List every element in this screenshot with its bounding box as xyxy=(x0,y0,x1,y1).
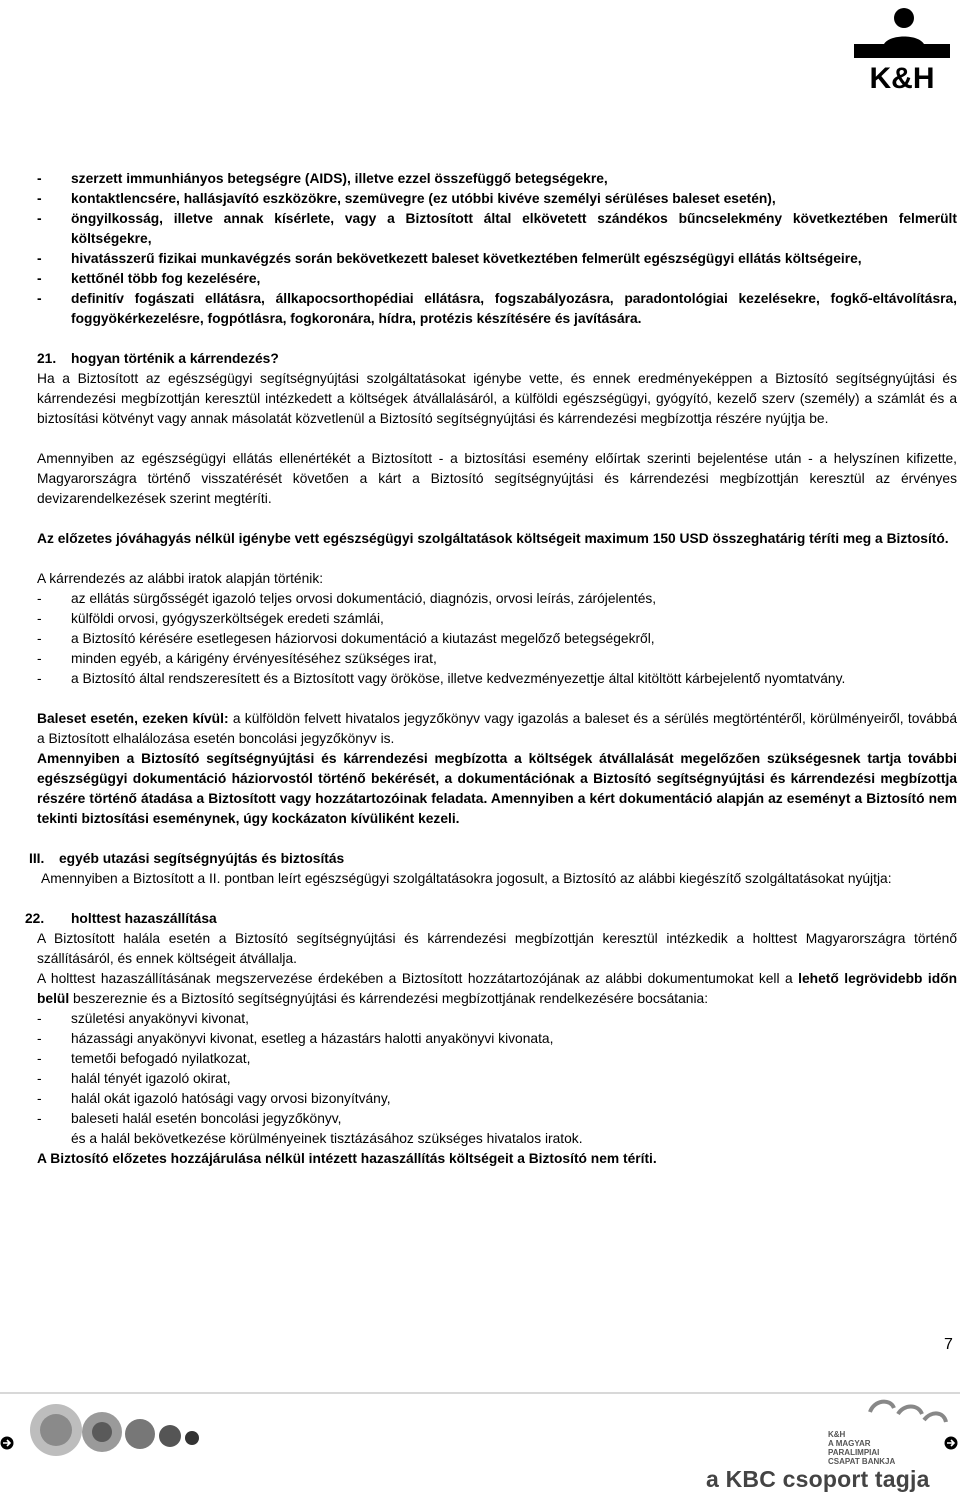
list-item: - halál tényét igazoló okirat, xyxy=(37,1071,231,1086)
section-21-heading: 21. hogyan történik a kárrendezés? xyxy=(37,351,279,366)
list-tail: és a halál bekövetkezése körülményeinek tisztázásához szükséges hivatalos iratok. xyxy=(71,1131,583,1146)
list-item: - kettőnél több fog kezelésére, xyxy=(37,271,261,286)
list-item: - öngyilkosság, illetve annak kísérlete, vagy a Biztosított által elkövetett szándékos bűncselekmény következtében felmerült költségekre, xyxy=(37,211,957,246)
list-item: - minden egyéb, a kárigény érvényesítéséhez szükséges irat, xyxy=(37,651,437,666)
list-item: - hivatásszerű fizikai munkavégzés során bekövetkezett baleset következtében felmerült egészségügyi ellátás költségeire, xyxy=(37,251,862,266)
decorative-circles-icon xyxy=(28,1402,208,1458)
section-22-paragraph: A holttest hazaszállításának megszervezése érdekében a Biztosított hozzátartozójának az alábbi dokumentumokat kell a lehető legrövidebb időn belül beszereznie és a Biztosító segítségnyújtási és kárrendezési megbízottjának rendelkezésére bocsátania: xyxy=(37,971,958,1006)
claim-docs-list xyxy=(37,589,957,689)
section-22-heading: 22. holttest hazaszállítása xyxy=(25,911,217,926)
list-item: - temetői befogadó nyilatkozat, xyxy=(37,1051,251,1066)
document-body xyxy=(25,169,958,1169)
kbc-tagline: a KBC csoport tagja xyxy=(706,1466,930,1492)
section-21-paragraph: Ha a Biztosított az egészségügyi segítségnyújtási szolgáltatásokat igénybe vette, és ennek eredményeképpen a Biztosító segítségnyújtási és kárrendezési megbízottján keresztül intézkedett a költségek átvállalásáról, a külföldi egészségügyi, gyógyító, kezelő szerv (személy) a számlát és a biztosítási kötvényt vagy annak másolatát közvetlenül a Biztosító segítségnyújtási és kárrendezési megbízottja részére nyújtja be. xyxy=(37,371,957,426)
footer-divider xyxy=(0,1392,960,1394)
section-iii-text: Amennyiben a Biztosított a II. pontban leírt egészségügyi szolgáltatásokra jogosult, a Biztosító az alábbi kiegészítő szolgáltatásokat nyújtja: xyxy=(41,871,892,886)
list-item: - házassági anyakönyvi kivonat, esetleg a házastárs halotti anyakönyvi kivonata, xyxy=(37,1031,554,1046)
list-item: - kontaktlencsére, hallásjavító eszközökre, szemüvegre (ez utóbbi kivéve személyi sérüléses baleset esetén), xyxy=(37,191,776,206)
list-item: - baleseti halál esetén boncolási jegyzőkönyv, xyxy=(37,1111,342,1126)
list-item: - a Biztosító által rendszeresített és a Biztosított vagy örököse, illetve kedvezményezettje által kitöltött kárbejelentő nyomtatvány. xyxy=(37,671,846,686)
list-item: - születési anyakönyvi kivonat, xyxy=(37,1011,249,1026)
section-iii-heading: III. egyéb utazási segítségnyújtás és biztosítás xyxy=(29,851,345,866)
exclusion-list xyxy=(37,169,957,329)
kh-logo xyxy=(846,4,958,94)
list-item: - a Biztosító kérésére esetlegesen háziorvosi dokumentáció a kiutazást megelőző betegségekről, xyxy=(37,631,655,646)
section-21-paragraph: Amennyiben az egészségügyi ellátás ellenértékét a Biztosított - a biztosítási esemény előírtak szerinti bejelentése után - a helyszínen kifizette, Magyarországra történő visszatérését követően a kárt a Biztosító segítségnyújtási és kárrendezési megbízottján keresztül az érvényes devizarendelkezések szerint megtéríti. xyxy=(37,451,957,506)
section-22-note: A Biztosító előzetes hozzájárulása nélkül intézett hazaszállítás költségeit a Biztosító nem téríti. xyxy=(37,1151,657,1166)
logo-text: K&H xyxy=(869,62,935,94)
list-item: - külföldi orvosi, gyógyszerköltségek eredeti számlái, xyxy=(37,611,384,626)
arrow-right-icon xyxy=(944,1436,958,1450)
list-item: - definitív fogászati ellátásra, állkapocsorthopédiai ellátásra, fogszabályozásra, paradontológiai kezelésekre, fogkő-eltávolításra, foggyökérkezelésre, fogpótlásra, fogkoronára, hídra, protézis készítésére és javítására. xyxy=(37,291,957,326)
list-item: - halál okát igazoló hatósági vagy orvosi bizonyítvány, xyxy=(37,1091,391,1106)
section-21-docs-intro: A kárrendezés az alábbi iratok alapján történik: xyxy=(37,571,324,586)
section-21-note: Amennyiben a Biztosító segítségnyújtási és kárrendezési megbízotta a költségek átvállalását megelőzően szükségesnek tartja további egészségügyi dokumentáció háziorvostól történő bekérését, a dokumentációnak a Biztosító segítségnyújtási és kárrendezési megbízottja részére történő átadása a Biztosított vagy hozzátartozóinak feladata. Amennyiben a kért dokumentáció alapján az eseményt a Biztosító nem tekinti biztosítási eseménynek, úgy kockázaton kívüliként kezeli. xyxy=(37,751,957,826)
section-22-paragraph: A Biztosított halála esetén a Biztosító segítségnyújtási és kárrendezési megbízottján keresztül intézkedik a holttest Magyarországra történő szállításáról, és ennek költségeit átvállalja. xyxy=(37,931,957,966)
page-number: 7 xyxy=(944,1336,953,1353)
accident-paragraph: Baleset esetén, ezeken kívül: a külföldön felvett hivatalos jegyzőkönyv vagy igazolás a baleset és a sérülés megtörténtéről, körülményeiről, továbbá a Biztosított elhalálozása esetén boncolási jegyzőkönyv is. xyxy=(37,711,957,746)
list-item: - az ellátás sürgősségét igazoló teljes orvosi dokumentáció, diagnózis, orvosi leírás, zárójelentés, xyxy=(37,591,657,606)
paralympic-text: K&H A MAGYAR PARALIMPIAI CSAPAT BANKJA xyxy=(828,1430,896,1466)
section-21-limit: Az előzetes jóváhagyás nélkül igénybe vett egészségügyi szolgáltatások költségeit maximum 150 USD összeghatárig téríti meg a Biztosító. xyxy=(37,531,949,546)
repatriation-docs-list xyxy=(37,1009,957,1149)
list-item: - szerzett immunhiányos betegségre (AIDS), illetve ezzel összefüggő betegségekre, xyxy=(37,171,608,186)
arrow-right-icon xyxy=(0,1436,14,1450)
